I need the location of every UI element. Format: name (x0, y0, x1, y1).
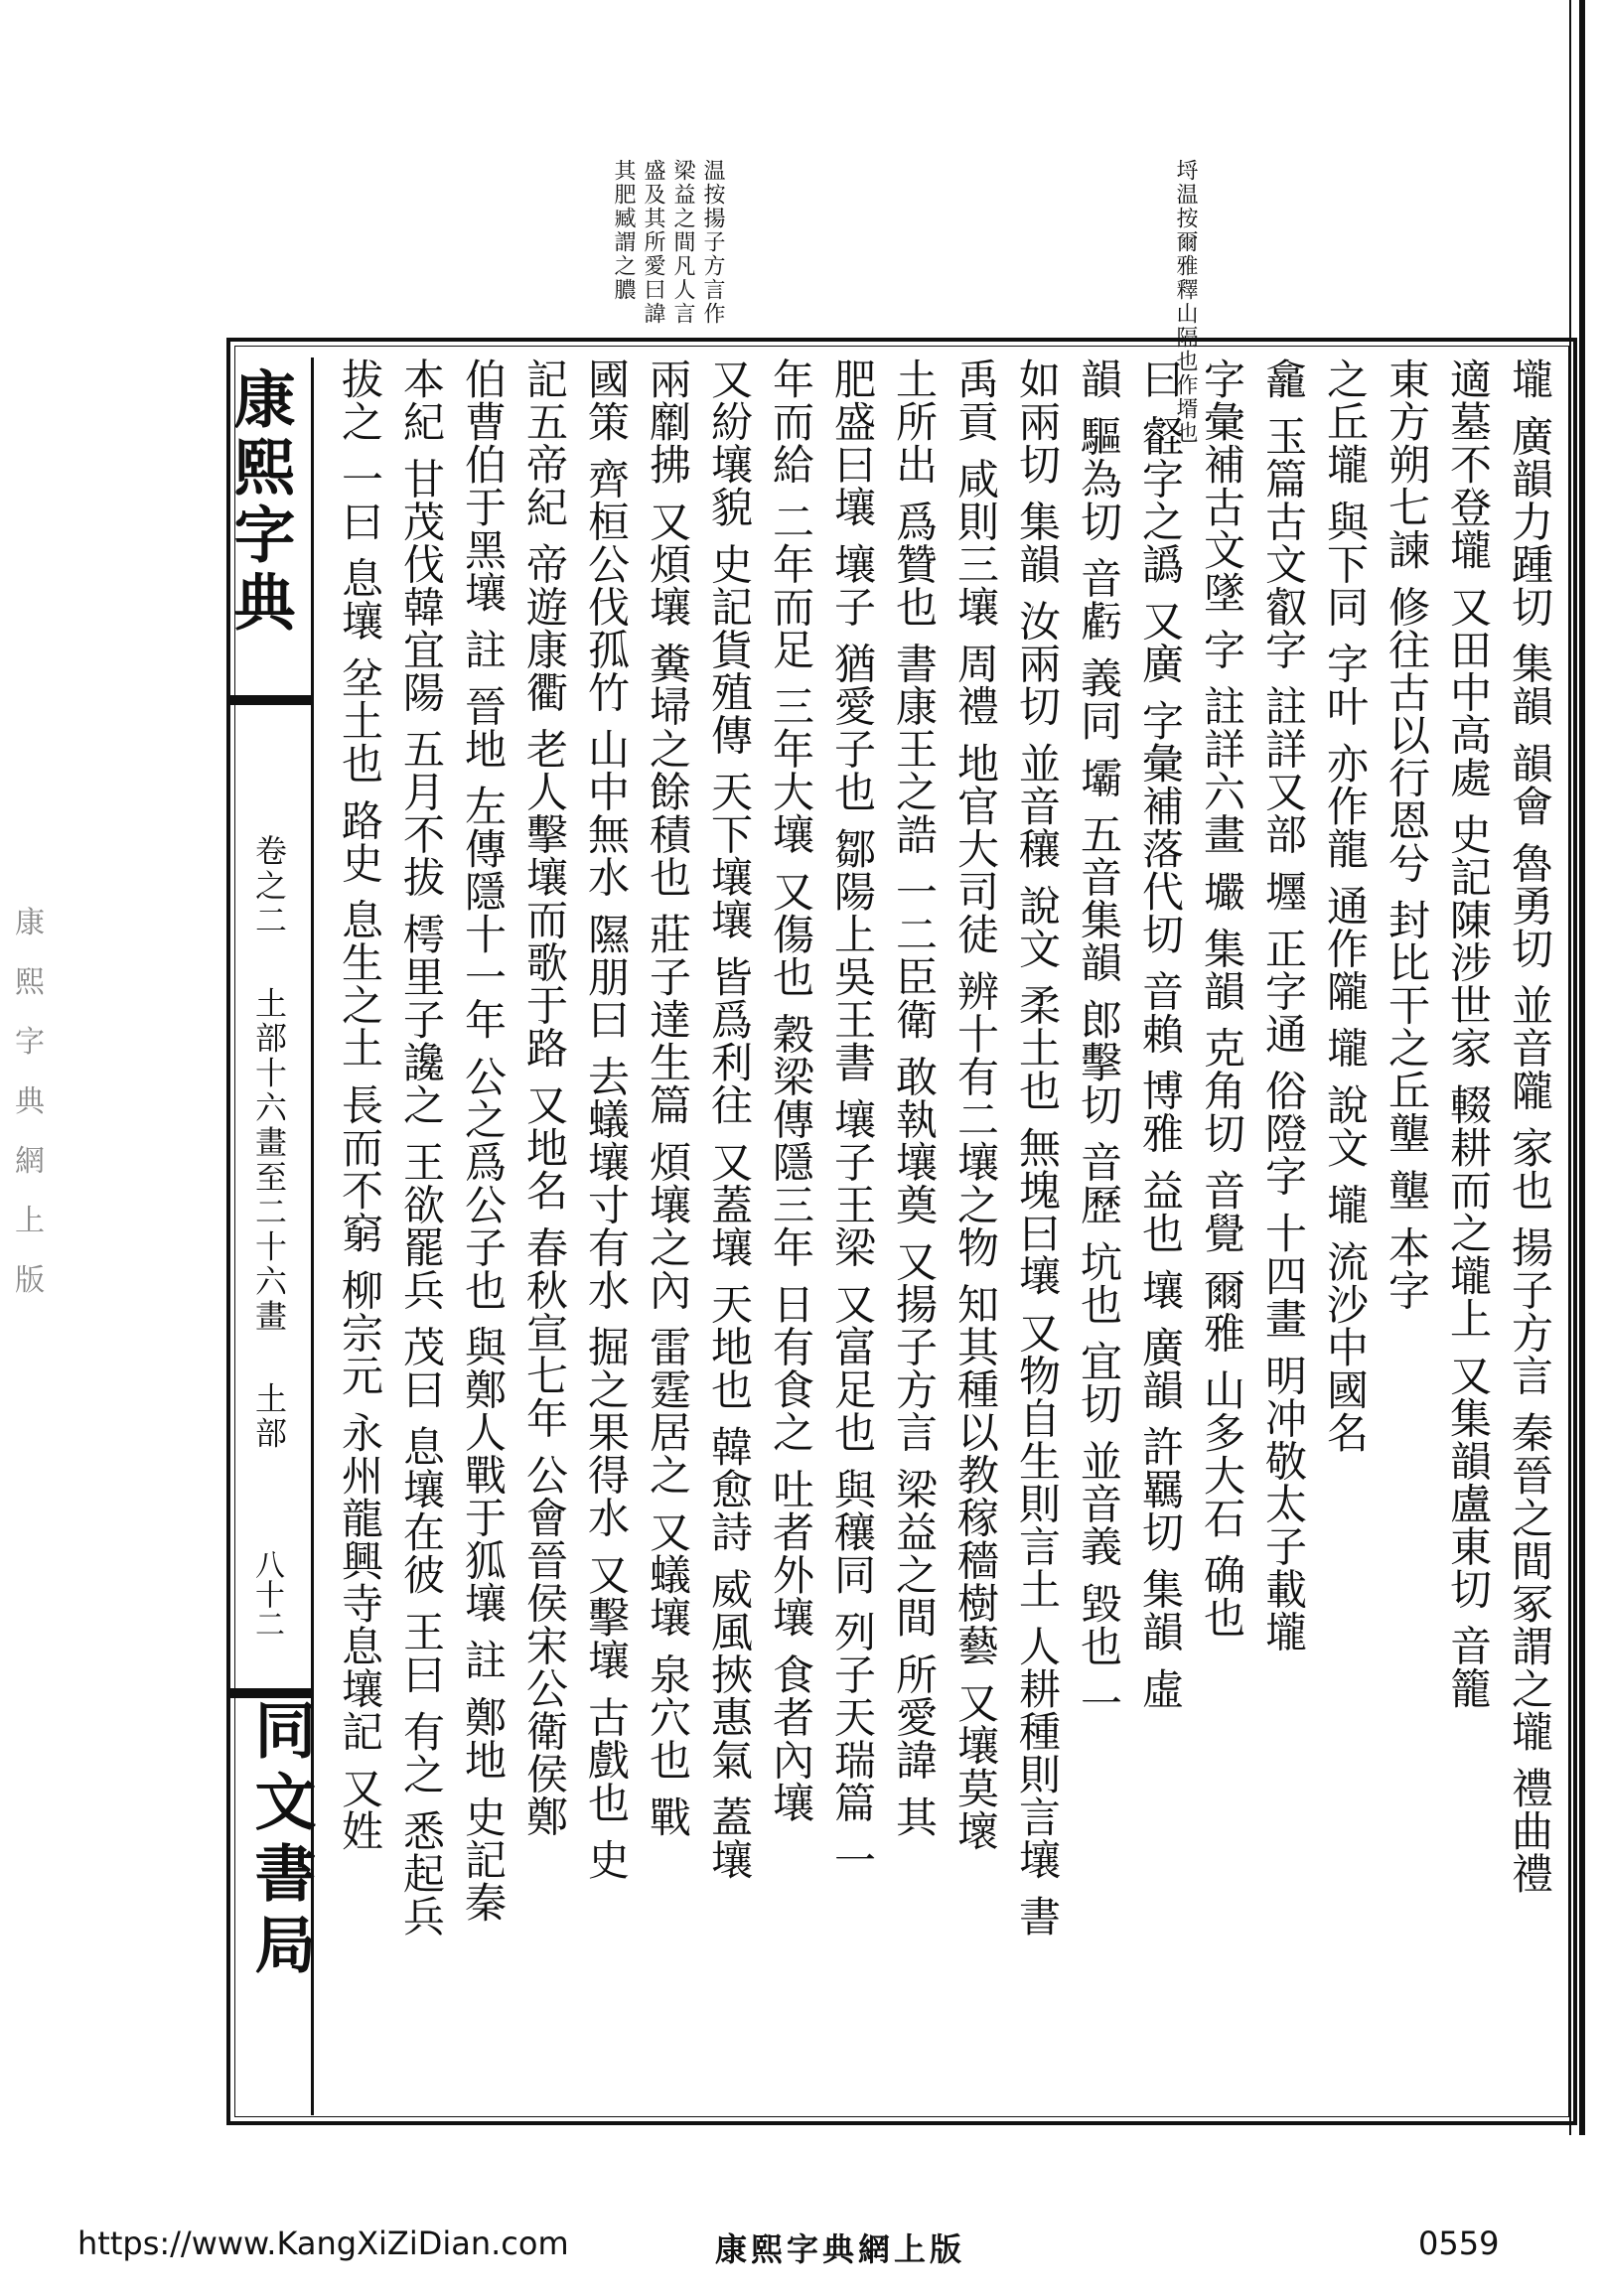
text-column: 兩劘拂 又煩壤 糞埽之餘積也 莊子達生篇 煩壤之內 雷霆居之 又蟻壤 泉穴也 戰 (644, 358, 692, 1838)
text-column: 又紛壤貌 史記貨殖傳 天下壤壤 皆爲利往 又蓋壤 天地也 韓愈詩 威風挾惠氣 蓋壤 (705, 358, 754, 1881)
text-column: 國策 齊桓公伐孤竹 山中無水 隰朋曰 去蟻壤寸有水 掘之果得水 又擊壤 古戲也 史 (582, 358, 631, 1881)
margin-divider-top (228, 695, 314, 705)
text-column: 曰 壡字之譌 又廣 字彙補落代切 音賴 博雅 益也 壤 廣韻 許羈切 集韻 虛 (1136, 358, 1185, 1710)
top-note-1: 埒温按爾雅釋山隔也作壻也 (1173, 159, 1198, 445)
site-url-link[interactable]: https://www.KangXiZiDian.com (77, 2224, 569, 2262)
page-edge-rule (1579, 0, 1585, 2135)
text-column: 如兩切 集韻 汝兩切 並音穰 說文 柔土也 無塊曰壤 又物自生則言土 人耕種則言壤 書 (1013, 358, 1062, 1938)
volume-label: 卷之二 (250, 834, 288, 938)
text-column: 字彙補古文墜 字 註詳六畫 壧 集韻 克角切 音覺 爾雅 山多大石 确也 (1198, 358, 1246, 1640)
volume-info (244, 834, 294, 1451)
page-number: 0559 (1418, 2224, 1500, 2262)
side-watermark: 康熙字典網上版 (15, 906, 45, 1298)
publisher: 同文書局 (244, 1698, 317, 1984)
radical-label: 土部 (250, 1381, 288, 1452)
book-title: 康熙字典 (223, 367, 296, 638)
text-column: 本紀 甘茂伐韓宜陽 五月不拔 樗里子讒之 王欲罷兵 茂曰 息壤在彼 王曰 有之 悉起兵 (397, 358, 446, 1938)
top-note-2: 温按揚子方言作梁益之間凡人言盛及其所愛曰諱其肥臧謂之膿 (611, 159, 725, 326)
text-column: 龕 玉篇古文叡字 註詳又部 壥 正字通 俗隥字 十四畫 明冲敬太子載壠 (1259, 358, 1308, 1653)
text-column: 土所出 爲贊也 書康王之誥 一二臣衛 敢執壤奠 又揚子方言 梁益之間 所愛諱 其 (890, 358, 939, 1838)
footer-title: 康熙字典網上版 (715, 2230, 966, 2268)
footer (0, 2224, 1605, 2274)
text-column: 東方朔七諫 修往古以行恩兮 封比干之丘壟 壟 本字 (1383, 358, 1431, 1312)
text-column: 記五帝紀 帝遊康衢 老人擊壤而歌于路 又地名 春秋宣七年 公會晉侯宋公衛侯鄭 (520, 358, 569, 1838)
text-column: 適墓不登壠 又田中高處 史記陳涉世家 輟耕而之壠上 又集韻盧東切 音籠 (1444, 358, 1493, 1710)
text-column: 肥盛曰壤 壤子 猶愛子也 鄒陽上吳王書 壤子王梁 又富足也 與穰同 列子天瑞篇 一 (828, 358, 877, 1881)
text-column: 之丘壠 與下同 字叶 亦作龍 通作隴 壠 說文 壠 流沙中國名 (1321, 358, 1370, 1454)
page-number-kanji: 八十二 (249, 1549, 284, 1639)
text-column: 拔之 一曰 息壤 坌土也 路史 息生之土 長而不窮 柳宗元 永州龍興寺息壤記 又姓 (336, 358, 384, 1853)
margin-divider-bottom (228, 1688, 314, 1698)
text-column: 壠 廣韻力踵切 集韻 韻會 魯勇切 並音隴 家也 揚子方言 秦晉之間冢謂之壠 禮曲禮 (1506, 358, 1554, 1896)
main-text (318, 358, 1559, 2105)
text-column: 年而給 二年而足 三年大壤 又傷也 穀梁傳隱三年 日有食之 吐者外壤 食者內壤 (767, 358, 815, 1824)
text-column: 禹貢 咸則三壤 周禮 地官大司徒 辨十有二壤之物 知其種以教稼穡樹藝 又壤莫壞 (951, 358, 1000, 1853)
text-column: 伯曹伯于黑壤 註 晉地 左傳隱十一年 公之爲公子也 與鄭人戰于狐壤 註 鄭地 史記秦 (459, 358, 508, 1924)
text-column: 韻 驅為切 音虧 義同 壩 五音集韻 郎擊切 音歷 坑也 宜切 並音義 毀也 一 (1075, 358, 1123, 1725)
section-label: 土部十六畫至二十六畫 (250, 986, 288, 1335)
